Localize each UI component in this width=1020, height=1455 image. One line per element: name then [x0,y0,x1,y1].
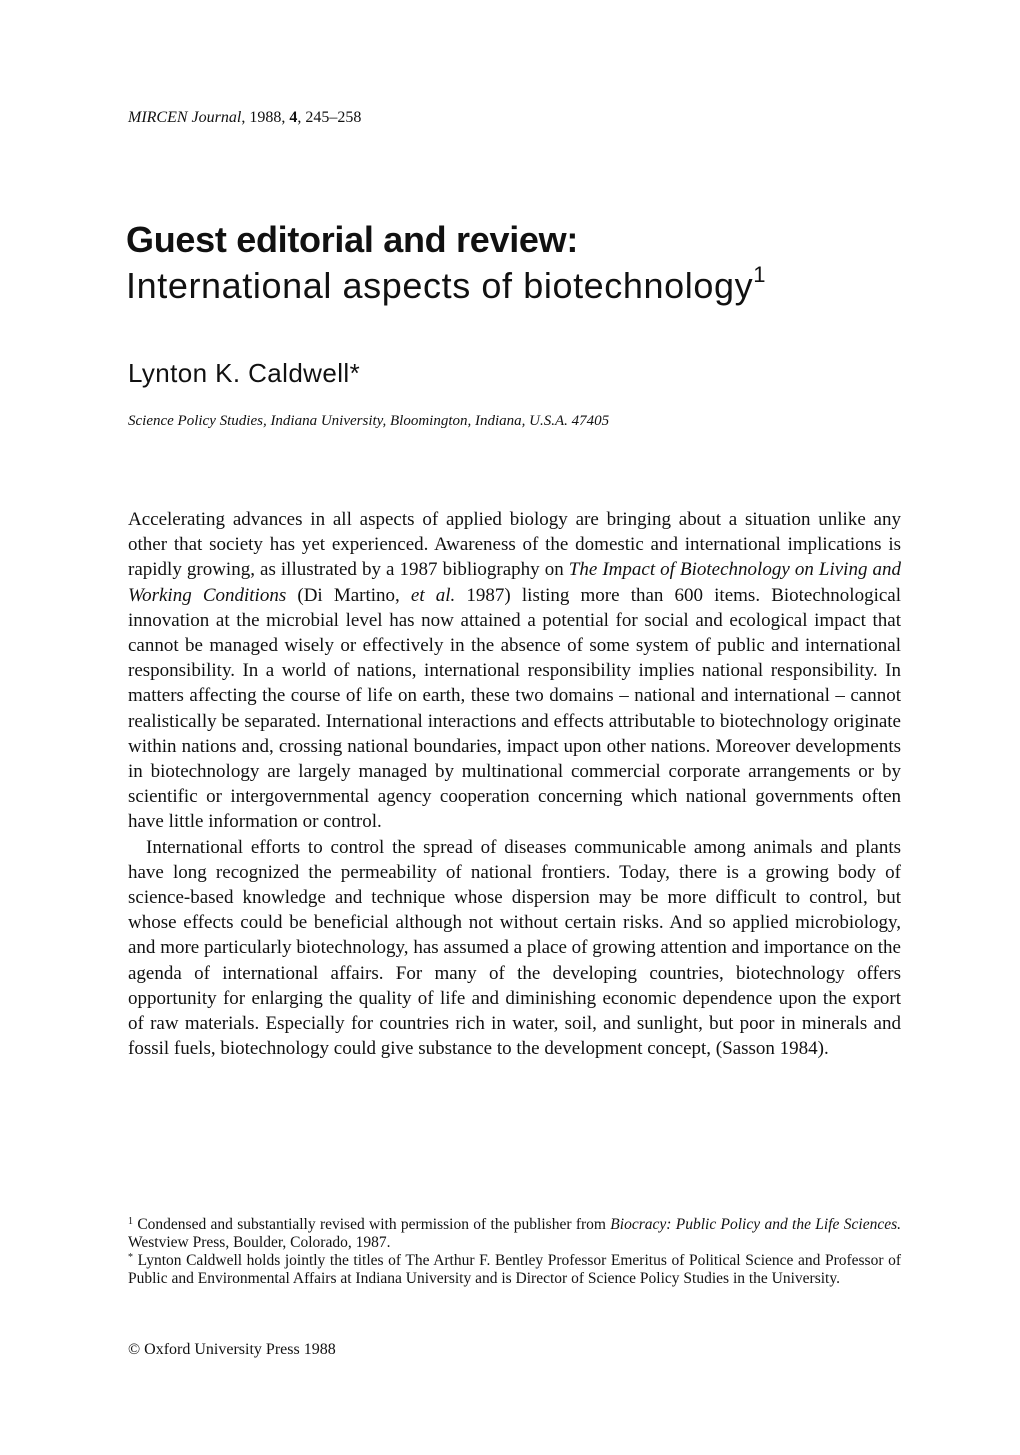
journal-pages: , 245–258 [297,109,362,126]
journal-year: , 1988, [241,109,290,126]
footnote-2-text: Lynton Caldwell holds jointly the titles of The Arthur F. Bentley Professor Emeritus of Political Science and Professor of Public and Environmental Affairs at Indiana University and is Director of Science Policy Studies in the University. [128,1252,901,1287]
footnote-2-mark: * [128,1252,133,1263]
article-author: Lynton K. Caldwell* [128,358,361,388]
copyright-notice: © Oxford University Press 1988 [128,1341,336,1358]
footnotes [128,1216,901,1288]
p1-book-title: The Impact of Biotechnology on Living and Working Conditions [128,559,902,606]
article-body [128,507,901,1061]
body-paragraph-2: International efforts to control the spread of diseases communicable among animals and plants have long recognized the permeability of national frontiers. Today, there is a growing body of science-based knowledge and technique whose dispersion may be more difficult to control, but whose effects could be beneficial although not without certain risks. And so applied microbiology, and more particularly biotechnology, has assumed a place of growing attention and importance on the agenda of international affairs. For many of the developing countries, biotechnology offers opportunity for enlarging the quality of life and diminishing economic dependence upon the export of raw materials. Especially for countries rich in water, soil, and sunlight, but poor in minerals and fossil fuels, biotechnology could give substance to the development concept, (Sasson 1984). [128,836,901,1060]
p1-text-3: 1987) listing more than 600 items. Biotechnological innovation at the microbial level has now attained a potential for social and ecological impact that cannot be managed wisely or effectively in the absence of some system of public and international responsibility. In a world of nations, international responsibility implies national responsibility. In matters affecting the course of life on earth, these two domains – national and international – cannot realistically be separated. International interactions and effects attributable to biotechnology originate within nations and, crossing national boundaries, impact upon other nations. Moreover developments in biotechnology are largely managed by multinational commercial corporate arrangements or by scientific or intergovernmental agency cooperation concerning which national governments often have little information or control. [128,584,901,833]
article-subtitle [126,264,766,308]
p1-etal: et al. [410,584,456,606]
author-affiliation: Science Policy Studies, Indiana University, Bloomington, Indiana, U.S.A. 47405 [128,413,610,429]
footnote-1-text-1: Condensed and substantially revised with permission of the publisher from [133,1216,611,1233]
footnote-1-mark: 1 [128,1216,133,1227]
footnote-1-book: Biocracy: Public Policy and the Life Sciences. [610,1216,901,1233]
footnote-1 [128,1216,901,1252]
p1-text-1: Accelerating advances in all aspects of applied biology are bringing about a situation unlike any other that society has yet experienced. Awareness of the domestic and international implications is rapidly growing, as illustrated by a 1987 bibliography on [128,509,901,581]
p1-text-2: (Di Martino, [286,584,411,606]
journal-volume: 4 [289,109,298,126]
title-footnote-mark: 1 [753,262,767,287]
article-title-bold: Guest editorial and review: [126,219,579,260]
journal-name: MIRCEN Journal [128,109,242,126]
body-paragraph-1 [128,507,901,835]
footnote-2 [128,1252,901,1288]
article-subtitle-text: International aspects of biotechnology [126,265,754,306]
journal-citation [128,108,361,128]
footnote-1-text-2: Westview Press, Boulder, Colorado, 1987. [128,1234,391,1251]
